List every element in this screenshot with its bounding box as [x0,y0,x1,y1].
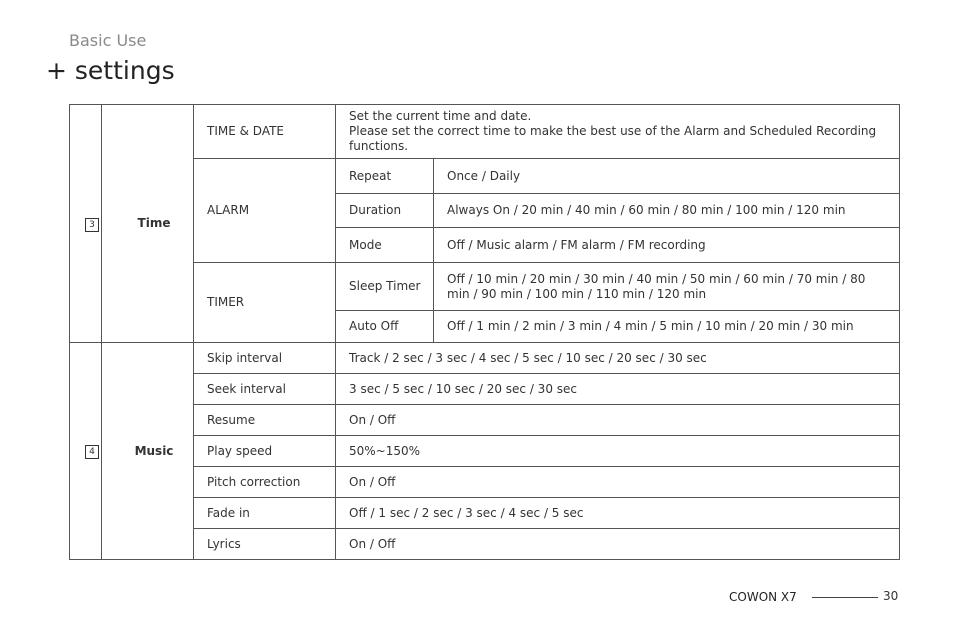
table-row [70,467,900,498]
item-label: Skip interval [194,343,336,374]
category-time: Time [102,105,194,343]
item-label: Resume [194,405,336,436]
option-values: Off / 1 sec / 2 sec / 3 sec / 4 sec / 5 sec [336,498,900,529]
category-music: Music [102,343,194,560]
table-row [70,405,900,436]
table-row [70,529,900,560]
option-values: Track / 2 sec / 3 sec / 4 sec / 5 sec / 10 sec / 20 sec / 30 sec [336,343,900,374]
sub-item-label: Duration [336,194,434,228]
item-label: Play speed [194,436,336,467]
option-values: Off / 10 min / 20 min / 30 min / 40 min / 50 min / 60 min / 70 min / 80 min / 90 min / 100 min / 110 min / 120 min [434,263,900,311]
description-line: Set the current time and date. [349,109,532,123]
section-label: Basic Use [69,31,147,50]
sub-item-label: Mode [336,228,434,263]
section-number-badge: 4 [85,445,99,459]
table-row [70,159,900,194]
item-timer: TIMER [194,263,336,343]
description-line: Please set the correct time to make the best use of the Alarm and Scheduled Recording functions. [349,124,877,153]
table-row-time-date [70,105,900,159]
item-label: Seek interval [194,374,336,405]
item-alarm: ALARM [194,159,336,263]
item-label: Pitch correction [194,467,336,498]
sub-item-label: Repeat [336,159,434,194]
table-row [70,498,900,529]
table-row [70,263,900,311]
option-values: On / Off [336,529,900,560]
table-row [70,436,900,467]
sub-item-label: Auto Off [336,311,434,343]
page-title: + settings [46,56,175,85]
option-values: Always On / 20 min / 40 min / 60 min / 80 min / 100 min / 120 min [434,194,900,228]
page-number: 30 [883,589,899,603]
option-values: On / Off [336,467,900,498]
option-values: Off / Music alarm / FM alarm / FM recording [434,228,900,263]
table-row [70,343,900,374]
option-values: Off / 1 min / 2 min / 3 min / 4 min / 5 min / 10 min / 20 min / 30 min [434,311,900,343]
item-label: Fade in [194,498,336,529]
time-date-description [336,105,900,159]
section-number-badge: 3 [85,218,99,232]
footer-divider [812,597,878,598]
option-values: 50%~150% [336,436,900,467]
item-time-date: TIME & DATE [194,105,336,159]
section-number-cell [70,105,102,343]
sub-item-label: Sleep Timer [336,263,434,311]
item-label: Lyrics [194,529,336,560]
option-values: 3 sec / 5 sec / 10 sec / 20 sec / 30 sec [336,374,900,405]
settings-table [69,104,900,560]
table-row [70,374,900,405]
footer-brand: COWON X7 [729,590,797,604]
option-values: On / Off [336,405,900,436]
section-number-cell [70,343,102,560]
option-values: Once / Daily [434,159,900,194]
